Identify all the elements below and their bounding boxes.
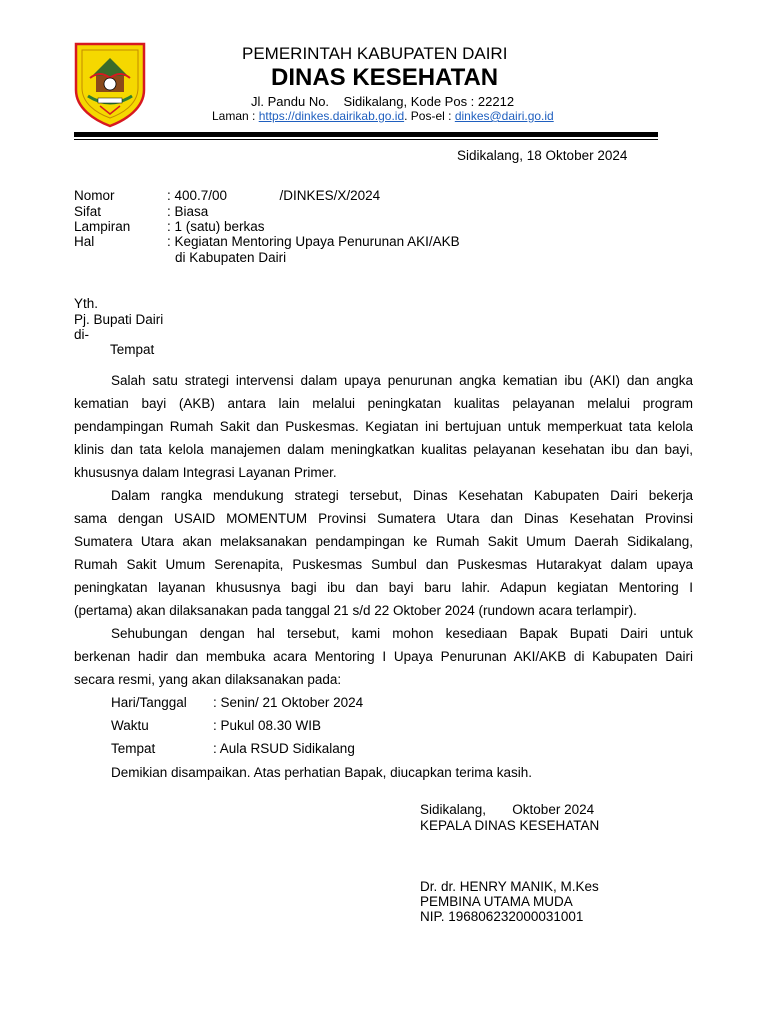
signature-position: KEPALA DINAS KESEHATAN [420,818,600,833]
meta-value-hal: : Kegiatan Mentoring Upaya Penurunan AKI/AKB [167,234,460,249]
government-name: PEMERINTAH KABUPATEN DAIRI [242,44,508,63]
recipient-place: Tempat [110,342,155,357]
paragraph-line: peningkatan layanan khususnya bagi ibu dan bayi baru lahir. Adapun kegiatan Mentoring I [74,580,693,595]
paragraph-line: Rumah Sakit Umum Serenapita, Puskesmas Sumbul dan Puskesmas Hutarakyat dalam upaya [74,557,693,572]
paragraph-line: Dalam rangka mendukung strategi tersebut, Dinas Kesehatan Kabupaten Dairi bekerja [111,488,693,503]
body-paragraph-3 [74,622,693,691]
recipient-yth: Yth. [74,296,99,311]
paragraph-line: Sumatera Utara akan melaksanakan pendampingan ke Rumah Sakit Umum Daerah Sidikalang, [74,534,693,549]
body-paragraph-1 [74,369,693,484]
paragraph-line: sama dengan USAID MOMENTUM Provinsi Sumatera Utara dan Dinas Kesehatan Provinsi [74,511,693,526]
signatory-nip: NIP. 196806232000031001 [420,909,584,924]
paragraph-line: pendampingan Rumah Sakit dan Puskesmas. Kegiatan ini bertujuan untuk memperkuat tata kelola [74,419,693,434]
detail-label-place: Tempat [111,741,156,756]
paragraph-line: kematian bayi (AKB) antara lain melalui peningkatan kualitas pelayanan melalui program [74,396,693,411]
paragraph-line: klinis dan tata kelola manajemen dalam meningkatkan kualitas pelayanan kesehatan ibu dan bayi, [74,442,693,457]
meta-value-sifat: : Biasa [167,204,209,219]
agency-address: Jl. Pandu No. Sidikalang, Kode Pos : 22212 [251,94,515,109]
website-link[interactable]: https://dinkes.dairikab.go.id [258,109,405,123]
meta-label-nomor: Nomor [74,188,115,203]
detail-value-place: : Aula RSUD Sidikalang [213,741,355,756]
paragraph-line: berkenan hadir dan membuka acara Mentoring I Upaya Penurunan AKI/AKB di Kabupaten Dairi [74,649,693,664]
paragraph-line: Salah satu strategi intervensi dalam upaya penurunan angka kematian ibu (AKI) dan angka [111,373,693,388]
posel-label: . Pos-el : [404,109,455,123]
detail-label-time: Waktu [111,718,149,733]
contact-line [212,109,554,123]
recipient-di: di- [74,327,90,342]
body-paragraph-2 [74,484,693,622]
email-link[interactable]: dinkes@dairi.go.id [454,109,554,123]
detail-label-date: Hari/Tanggal [111,695,187,710]
dairi-regency-emblem-logo [70,40,150,128]
meta-label-hal: Hal [74,234,95,249]
paragraph-line: Sehubungan dengan hal tersebut, kami mohon kesediaan Bapak Bupati Dairi untuk [111,626,693,641]
laman-label: Laman : [212,109,259,123]
detail-value-date: : Senin/ 21 Oktober 2024 [213,695,364,710]
signatory-rank: PEMBINA UTAMA MUDA [420,894,573,909]
meta-value-nomor: : 400.7/00 /DINKES/X/2024 [167,188,381,203]
signature-place-date: Sidikalang, Oktober 2024 [420,802,595,817]
detail-value-time: : Pukul 08.30 WIB [213,718,322,733]
recipient-name: Pj. Bupati Dairi [74,312,164,327]
letterhead-divider-thick [74,132,658,137]
signatory-name: Dr. dr. HENRY MANIK, M.Kes [420,879,599,894]
meta-label-lampiran: Lampiran [74,219,131,234]
meta-label-sifat: Sifat [74,204,102,219]
meta-value-lampiran: : 1 (satu) berkas [167,219,265,234]
paragraph-line: (pertama) akan dilaksanakan pada tanggal 21 s/d 22 Oktober 2024 (rundown acara terlampir). [74,603,637,618]
meta-value-hal-cont: di Kabupaten Dairi [175,250,287,265]
letter-date: Sidikalang, 18 Oktober 2024 [457,148,628,163]
letterhead-divider-thin [74,139,658,140]
paragraph-line: khususnya dalam Integrasi Layanan Primer. [74,465,337,480]
agency-name: DINAS KESEHATAN [271,64,499,91]
paragraph-line: secara resmi, yang akan dilaksanakan pada: [74,672,342,687]
closing-sentence: Demikian disampaikan. Atas perhatian Bapak, diucapkan terima kasih. [111,765,532,780]
